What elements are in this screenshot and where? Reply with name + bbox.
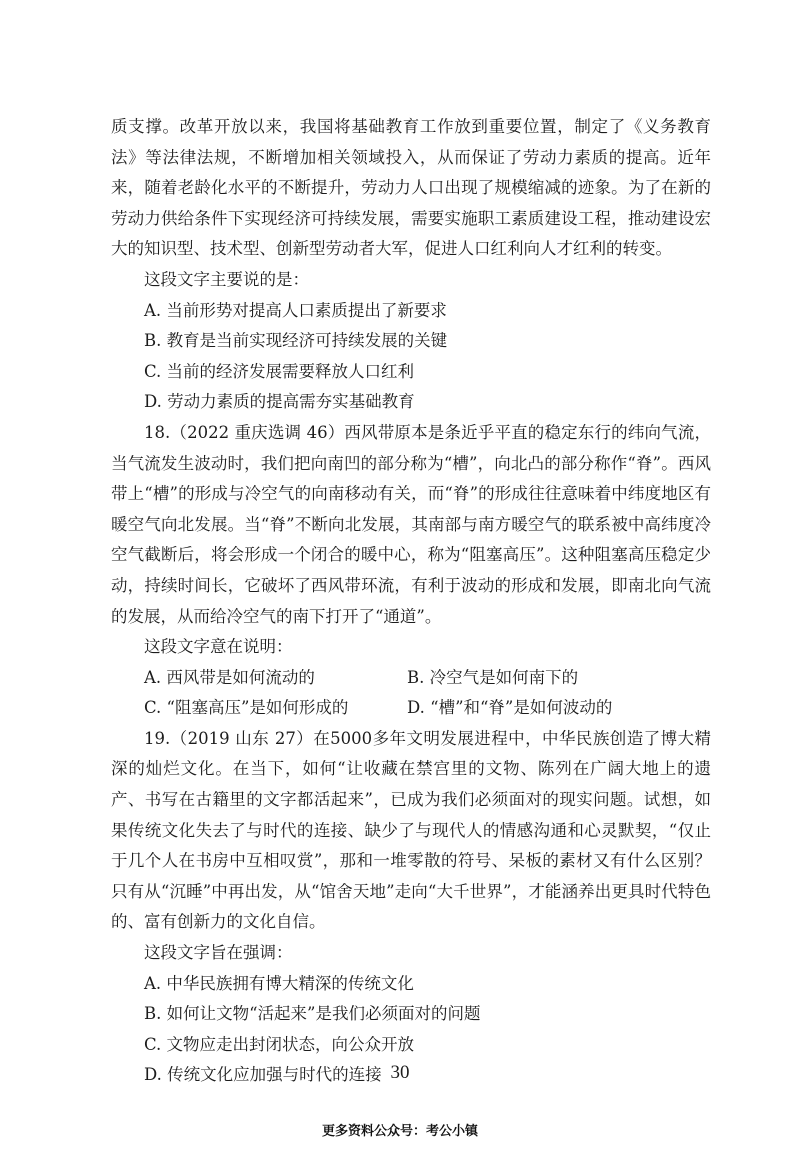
q18-prompt: 这段文字意在说明： (144, 637, 293, 657)
q18-option-a: A. 西风带是如何流动的 (144, 667, 315, 687)
q19-passage: 19.（2019 山东 27）在5000多年文明发展进程中，中华民族创造了博大精深的灿烂文化。在当下，如何“让收藏在禁宫里的文物、陈列在广阔大地上的遗产、书写在古籍里的文字都活起来”，已成为我们必须面对的现实问题。试想，如果传统文化失去了与时代的连接、缺少了与现代人的情感沟通和心灵默契，“仅止于几个人在书房中互相叹赏”，那和一堆零散的符号、呆板的素材又有什么区别？只有从“沉睡”中再出发，从“馆舍天地”走向“大千世界”，才能涵养出更具时代特色的、富有创新力的文化自信。 (111, 728, 711, 932)
q17-option-d: D. 劳动力素质的提高需夯实基础教育 (144, 392, 415, 412)
q17-option-b: B. 教育是当前实现经济可持续发展的关键 (144, 331, 448, 351)
q19-option-a: A. 中华民族拥有博大精深的传统文化 (144, 973, 414, 993)
q18-option-b: B. 冷空气是如何南下的 (407, 667, 579, 687)
page-number: 30 (390, 1062, 410, 1083)
q19-option-d: D. 传统文化应加强与时代的连接 (144, 1065, 382, 1085)
q19-option-b: B. 如何让文物“活起来”是我们必须面对的问题 (144, 1004, 481, 1024)
q18-option-c: C. “阻塞高压”是如何形成的 (144, 698, 349, 718)
q17-passage-end: 质支撑。改革开放以来，我国将基础教育工作放到重要位置，制定了《义务教育法》等法律法规，不断增加相关领域投入，从而保证了劳动力素质的提高。近年来，随着老龄化水平的不断提升，劳动力人口出现了规模缩减的迹象。为了在新的劳动力供给条件下实现经济可持续发展，需要实施职工素质建设工程，推动建设宏大的知识型、技术型、创新型劳动者大军，促进人口红利向人才红利的转变。 (111, 117, 711, 259)
q17-option-a: A. 当前形势对提高人口素质提出了新要求 (144, 300, 447, 320)
document-body (111, 112, 711, 1091)
q19-prompt: 这段文字旨在强调： (144, 943, 293, 963)
q17-prompt: 这段文字主要说的是： (144, 269, 309, 289)
q18-passage: 18.（2022 重庆选调 46）西风带原本是条近乎平直的稳定东行的纬向气流，当气流发生波动时，我们把向南凹的部分称为“槽”，向北凸的部分称作“脊”。西风带上“槽”的形成与冷空气的向南移动有关，而“脊”的形成往往意味着中纬度地区有暖空气向北发展。当“脊”不断向北发展，其南部与南方暖空气的联系被中高纬度冷空气截断后，将会形成一个闭合的暖中心，称为“阻塞高压”。这种阻塞高压稳定少动，持续时间长，它破坏了西风带环流，有利于波动的形成和发展，即南北向气流的发展，从而给冷空气的南下打开了“通道”。 (111, 422, 711, 626)
q19-option-c: C. 文物应走出封闭状态，向公众开放 (144, 1034, 415, 1054)
q18-option-d: D. “槽”和“脊”是如何波动的 (407, 698, 613, 718)
footer-note: 更多资料公众号：考公小镇 (321, 1124, 478, 1139)
q18-options-row-2 (111, 693, 711, 724)
q17-option-c: C. 当前的经济发展需要释放人口红利 (144, 361, 415, 381)
q18-options-row-1 (111, 663, 711, 694)
